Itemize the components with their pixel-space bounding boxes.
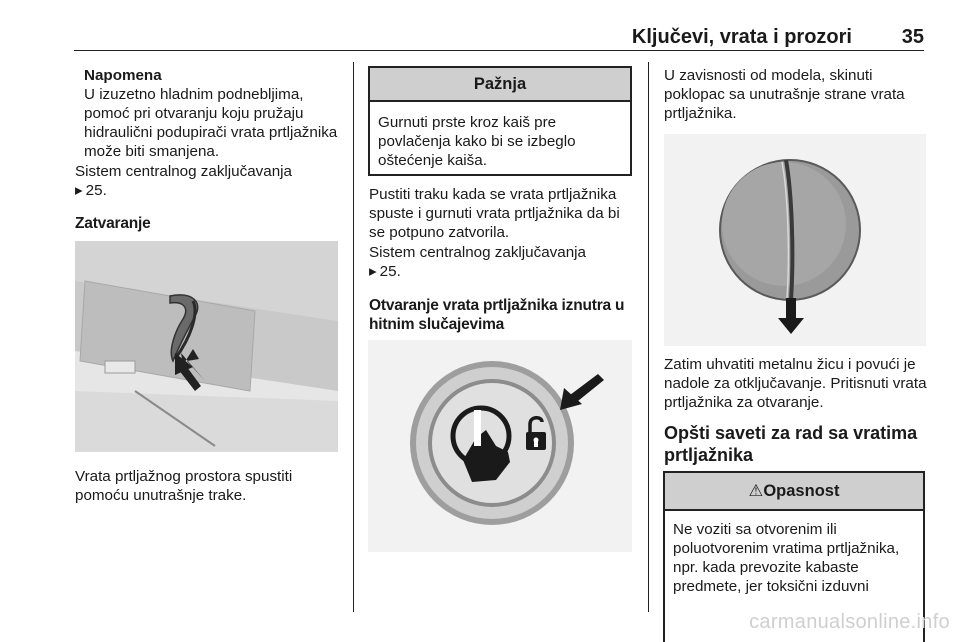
danger-text: Ne voziti sa otvorenim ili poluotvorenim vratima prtljažnika, npr. kada prevozite kabaste predmete, jer toksični izduvni: [673, 521, 900, 595]
caution-box: [368, 66, 632, 176]
page-header: [0, 0, 960, 54]
central-locking-label: Sistem centralnog zaključavanja: [369, 244, 586, 261]
danger-heading: Opasnost: [763, 482, 840, 500]
release-instruction: Pustiti traku kada se vrata prtljažnika spuste i gurnuti vrata prtljažnika da bi se potpuno zatvorila.: [369, 186, 620, 241]
header-rule: [74, 50, 924, 51]
warning-triangle-icon: ⚠: [748, 482, 764, 500]
closing-caption: Vrata prtljažnog prostora spustiti pomoću unutrašnje trake.: [75, 468, 293, 504]
page-number: 35: [901, 26, 924, 48]
page-reference[interactable]: 25.: [85, 182, 107, 199]
closing-heading: Zatvaranje: [75, 215, 151, 232]
chapter-title: Ključevi, vrata i prozori: [631, 26, 852, 48]
cover-removal-illustration: [664, 134, 926, 346]
reference-arrow-icon: ▸: [75, 182, 83, 199]
general-tailgate-advice-heading: Opšti saveti za rad sa vratima prtljažnika: [664, 423, 918, 465]
note-block: [84, 66, 346, 161]
danger-header: [665, 473, 923, 511]
central-locking-label: Sistem centralnog zaključavanja: [75, 163, 292, 180]
watermark: carmanualsonline.info: [749, 611, 950, 633]
page-reference[interactable]: 25.: [379, 263, 401, 280]
emergency-release-button-illustration: [368, 340, 632, 552]
remove-cover-instruction: U zavisnosti od modela, skinuti poklopac sa unutrašnje strane vrata prtljažnika.: [664, 67, 905, 122]
pull-wire-instruction: Zatim uhvatiti metalnu žicu i povući je nadole za otključavanje. Pritisnuti vrata prtljažnika za otvaranje.: [664, 356, 927, 411]
emergency-opening-heading: Otvaranje vrata prtljažnika iznutra u hitnim slučajevima: [369, 297, 625, 333]
column-divider-1: [353, 62, 354, 612]
central-locking-reference-1: [75, 162, 345, 200]
reference-arrow-icon: ▸: [369, 263, 377, 280]
caution-heading: Pažnja: [370, 68, 630, 102]
note-heading: Napomena: [84, 67, 162, 84]
central-locking-reference-2: [369, 243, 639, 281]
column-divider-2: [648, 62, 649, 612]
note-text: U izuzetno hladnim podnebljima, pomoć pri otvaranju koju pružaju hidraulični podupirači vrata prtljažnika može biti smanjena.: [84, 86, 338, 160]
tailgate-strap-illustration: [75, 241, 338, 452]
caution-text: Gurnuti prste kroz kaiš pre povlačenja kako bi se izbeglo oštećenje kaiša.: [378, 114, 576, 169]
